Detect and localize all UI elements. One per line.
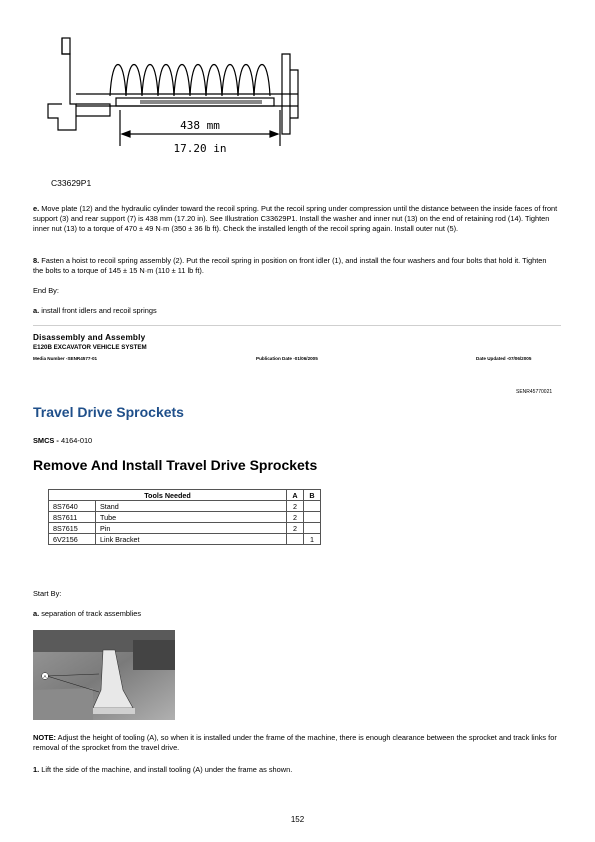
part-number: 8S7640	[49, 501, 96, 512]
table-row	[49, 501, 321, 512]
header-a: A	[287, 490, 304, 501]
section-title: Travel Drive Sprockets	[33, 404, 184, 420]
qty-a: 2	[287, 501, 304, 512]
step-8-text: Fasten a hoist to recoil spring assembly (2). Put the recoil spring in position on front idler (1), and install the four washers and four bolts that hold it. Tighten the bolts to a torque of 145 ± 15 N·m (110 ± 11 lb ft).	[33, 256, 547, 276]
part-number: 8S7611	[49, 512, 96, 523]
tool-name: Stand	[96, 501, 287, 512]
recoil-spring-illustration	[40, 34, 300, 164]
start-by-item	[33, 609, 558, 619]
note	[33, 733, 558, 753]
tools-needed-table	[48, 489, 321, 545]
dimension-mm: 438 mm	[180, 119, 220, 132]
end-by-item	[33, 306, 558, 316]
date-updated: Date Updated -07/06/2005	[476, 356, 532, 361]
step-e-label: e.	[33, 204, 40, 213]
step-1	[33, 765, 558, 775]
step-e	[33, 204, 558, 235]
divider	[33, 325, 561, 326]
qty-a	[287, 534, 304, 545]
step-1-text: Lift the side of the machine, and install tooling (A) under the frame as shown.	[41, 765, 293, 774]
note-text: Adjust the height of tooling (A), so when it is installed under the frame of the machine, there is enough clearance between the sprocket and track links for removal of the sprocket from the travel drive.	[33, 733, 557, 753]
end-by-label: End By:	[33, 286, 59, 295]
document-id: SENR45770021	[516, 389, 553, 395]
header-b: B	[304, 490, 321, 501]
part-number: 6V2156	[49, 534, 96, 545]
step-8-label: 8.	[33, 256, 40, 265]
media-number: Media Number -SENR4577-01	[33, 356, 98, 361]
tooling-photo	[33, 630, 175, 720]
qty-b	[304, 523, 321, 534]
dimension-in: 17.20 in	[173, 142, 227, 155]
start-by-item-label: a.	[33, 609, 40, 618]
step-e-text: Move plate (12) and the hydraulic cylinder toward the recoil spring. Put the recoil spring under compression until the distance between the inside faces of front support (3) and rear support (7) is 438 mm (17.20 in). See Illustration C33629P1. Install the washer and inner nut (13) on the end of retaining rod (14). Tighten inner nut (13) to a torque of 470 ± 49 N·m (350 ± 36 lb ft). Check the installed length of the recoil spring again. Install outer nut (5).	[33, 204, 558, 234]
table-row	[49, 534, 321, 545]
end-by-item-text: install front idlers and recoil springs	[41, 306, 157, 315]
tool-name: Pin	[96, 523, 287, 534]
step-1-label: 1.	[33, 765, 40, 774]
qty-b	[304, 501, 321, 512]
table-header-row	[49, 490, 321, 501]
start-by-label: Start By:	[33, 589, 62, 598]
doc-subtitle: E120B EXCAVATOR VEHICLE SYSTEM	[33, 344, 147, 351]
end-by-item-label: a.	[33, 306, 40, 315]
note-label: NOTE:	[33, 733, 56, 742]
table-row	[49, 512, 321, 523]
qty-b: 1	[304, 534, 321, 545]
doc-title: Disassembly and Assembly	[33, 333, 146, 342]
start-by-item-text: separation of track assemblies	[41, 609, 142, 618]
tool-name: Link Bracket	[96, 534, 287, 545]
smcs-value: 4164-010	[60, 436, 93, 445]
smcs-code	[33, 436, 92, 445]
header-tools-needed: Tools Needed	[49, 490, 287, 501]
figure-caption: C33629P1	[51, 178, 92, 188]
procedure-title: Remove And Install Travel Drive Sprockets	[33, 457, 318, 473]
part-number: 8S7615	[49, 523, 96, 534]
step-8	[33, 256, 558, 276]
table-row	[49, 523, 321, 534]
smcs-label: SMCS -	[33, 436, 59, 445]
qty-a: 2	[287, 523, 304, 534]
publication-date: Publication Date -01/06/2005	[256, 356, 318, 361]
page-number: 152	[290, 815, 305, 824]
photo-callout-a: A	[43, 674, 47, 679]
qty-a: 2	[287, 512, 304, 523]
qty-b	[304, 512, 321, 523]
tool-name: Tube	[96, 512, 287, 523]
